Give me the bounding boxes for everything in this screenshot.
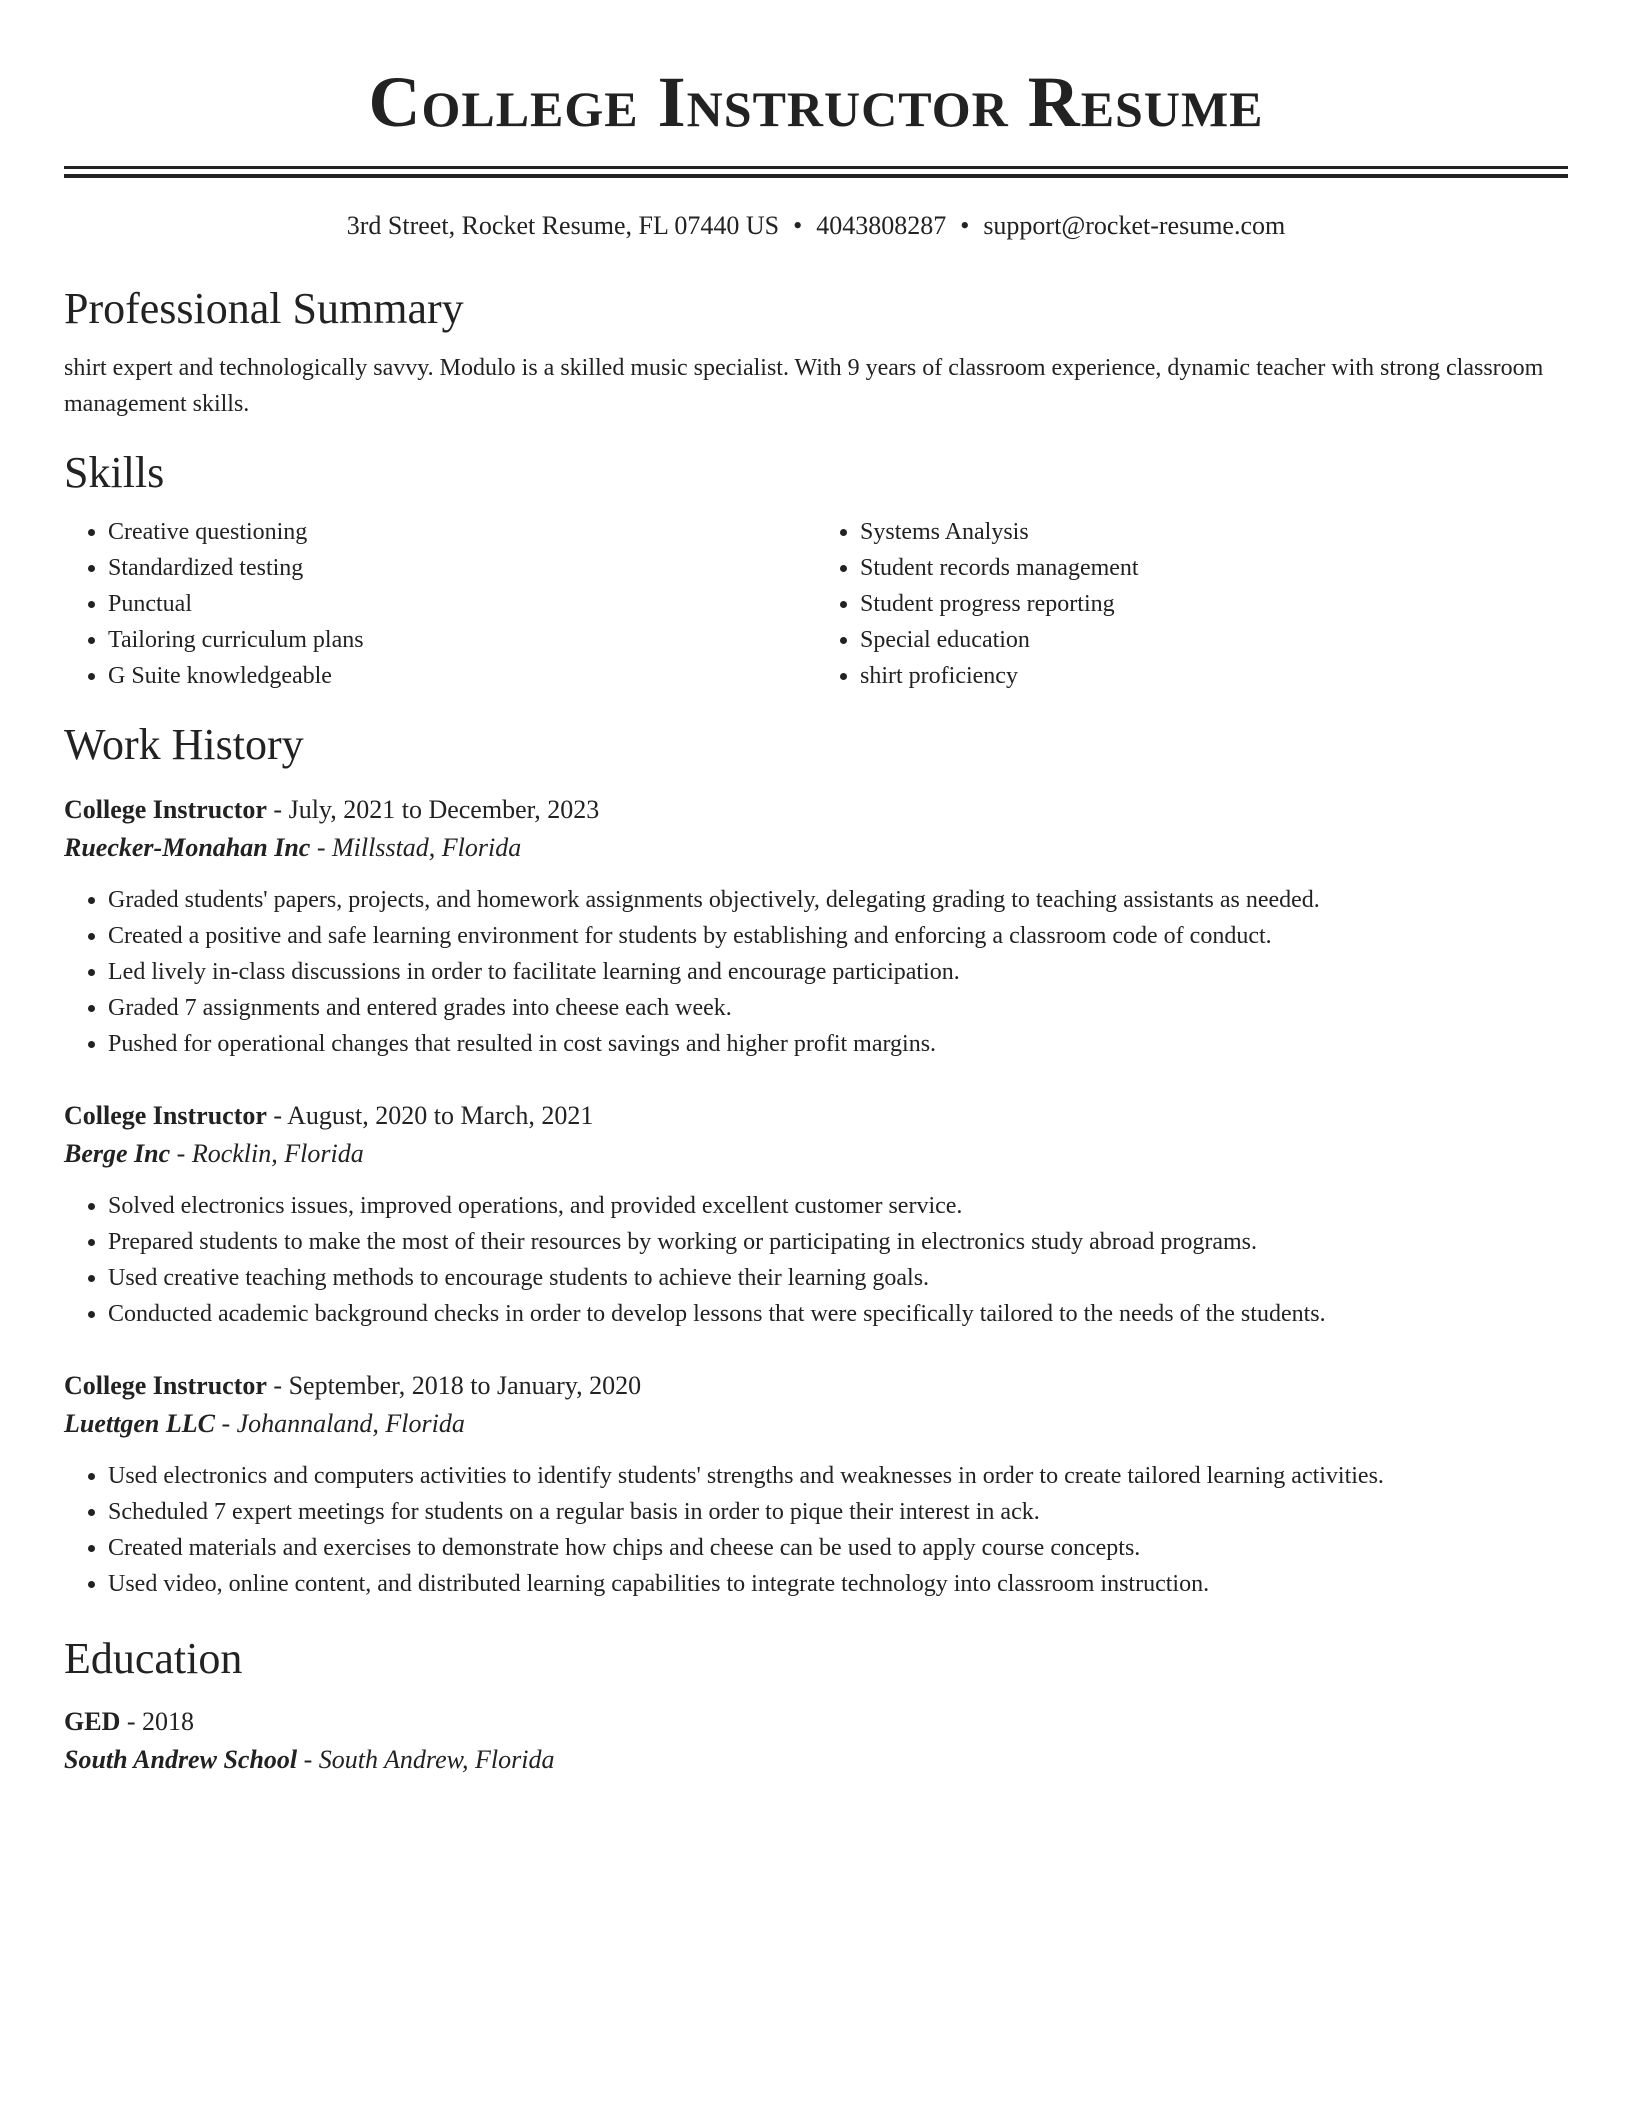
skill-item: • Systems Analysis (860, 514, 1568, 550)
job-bullets (64, 1458, 1568, 1602)
skills-list (64, 514, 1568, 694)
job-location: Millsstad, Florida (332, 833, 522, 862)
contact-email: support@rocket-resume.com (983, 211, 1286, 240)
skills-column-right (816, 514, 1568, 694)
contact-address: 3rd Street, Rocket Resume, FL 07440 US (346, 211, 780, 240)
job-company: Luettgen LLC (64, 1409, 215, 1438)
education-year: 2018 (142, 1707, 195, 1736)
contact-line (64, 210, 1568, 242)
skills-column-left (64, 514, 816, 694)
skill-item: • shirt proficiency (860, 658, 1568, 694)
education-degree-line (64, 1704, 1568, 1740)
job-company: Ruecker-Monahan Inc (64, 833, 311, 862)
job-bullet: • Used creative teaching methods to encourage students to achieve their learning goals. (108, 1260, 1568, 1296)
contact-separator: • (793, 211, 803, 240)
job-title-line (64, 1098, 1568, 1134)
skill-item: • Punctual (108, 586, 816, 622)
job-company-line (64, 1134, 1568, 1174)
job-company: Berge Inc (64, 1139, 171, 1168)
education-degree: GED (64, 1707, 121, 1736)
job-dash: - (170, 1139, 192, 1168)
job-bullet: • Created materials and exercises to demonstrate how chips and cheese can be used to apply course concepts. (108, 1530, 1568, 1566)
job-title: College Instructor (64, 1371, 267, 1400)
job-bullet: • Created a positive and safe learning environment for students by establishing and enforcing a classroom code of conduct. (108, 918, 1568, 954)
job-bullets (64, 1188, 1568, 1332)
skill-item: • Creative questioning (108, 514, 816, 550)
job-dates: July, 2021 to December, 2023 (288, 795, 600, 824)
resume-title: College Instructor Resume (368, 62, 1264, 142)
job-entry (64, 792, 1568, 1062)
job-dates: August, 2020 to March, 2021 (287, 1101, 594, 1130)
education-school-line (64, 1740, 1568, 1780)
job-dash: - (310, 833, 332, 862)
skill-item: • Standardized testing (108, 550, 816, 586)
job-bullet: • Scheduled 7 expert meetings for students on a regular basis in order to pique their interest in ack. (108, 1494, 1568, 1530)
job-bullet: • Graded 7 assignments and entered grades into cheese each week. (108, 990, 1568, 1026)
education-location: South Andrew, Florida (318, 1745, 555, 1774)
summary-heading: Professional Summary (64, 284, 464, 333)
job-bullet: • Conducted academic background checks in order to develop lessons that were specifically tailored to the needs of the students. (108, 1296, 1568, 1332)
education-school: South Andrew School (64, 1745, 298, 1774)
job-title-line (64, 792, 1568, 828)
skill-item: • Tailoring curriculum plans (108, 622, 816, 658)
job-location: Rocklin, Florida (191, 1139, 364, 1168)
skills-heading: Skills (64, 448, 165, 497)
job-dash: - (214, 1409, 237, 1438)
skill-item: • Student records management (860, 550, 1568, 586)
job-dates: September, 2018 to January, 2020 (288, 1371, 642, 1400)
education-heading: Education (64, 1634, 243, 1683)
job-bullet: • Prepared students to make the most of their resources by working or participating in electronics study abroad programs. (108, 1224, 1568, 1260)
job-dash: - (266, 795, 289, 824)
job-dash: - (266, 1371, 289, 1400)
summary-text: shirt expert and technologically savvy. Modulo is a skilled music specialist. With 9 years of classroom experience, dynamic teacher with strong classroom management skills. (64, 355, 1544, 417)
job-bullet: • Used video, online content, and distributed learning capabilities to integrate technology into classroom instruction. (108, 1566, 1568, 1602)
job-bullet: • Used electronics and computers activities to identify students' strengths and weaknesses in order to create tailored learning activities. (108, 1458, 1568, 1494)
work-history-heading: Work History (64, 720, 304, 769)
contact-separator: • (960, 211, 970, 240)
job-dash: - (266, 1101, 288, 1130)
title-double-rule (64, 166, 1568, 178)
job-entry (64, 1098, 1568, 1332)
job-bullet: • Led lively in-class discussions in order to facilitate learning and encourage participation. (108, 954, 1568, 990)
education-entry (64, 1704, 1568, 1780)
skill-item: • Special education (860, 622, 1568, 658)
job-entry (64, 1368, 1568, 1602)
job-bullet: • Pushed for operational changes that resulted in cost savings and higher profit margins. (108, 1026, 1568, 1062)
job-bullet: • Solved electronics issues, improved operations, and provided excellent customer service. (108, 1188, 1568, 1224)
skill-item: • Student progress reporting (860, 586, 1568, 622)
job-title: College Instructor (64, 795, 267, 824)
education-dash: - (120, 1707, 143, 1736)
job-company-line (64, 828, 1568, 868)
job-company-line (64, 1404, 1568, 1444)
job-bullets (64, 882, 1568, 1062)
skill-item: • G Suite knowledgeable (108, 658, 816, 694)
job-location: Johannaland, Florida (236, 1409, 465, 1438)
job-title: College Instructor (64, 1101, 267, 1130)
contact-phone: 4043808287 (816, 211, 947, 240)
education-dash: - (297, 1745, 319, 1774)
job-title-line (64, 1368, 1568, 1404)
job-bullet: • Graded students' papers, projects, and homework assignments objectively, delegating grading to teaching assistants as needed. (108, 882, 1568, 918)
